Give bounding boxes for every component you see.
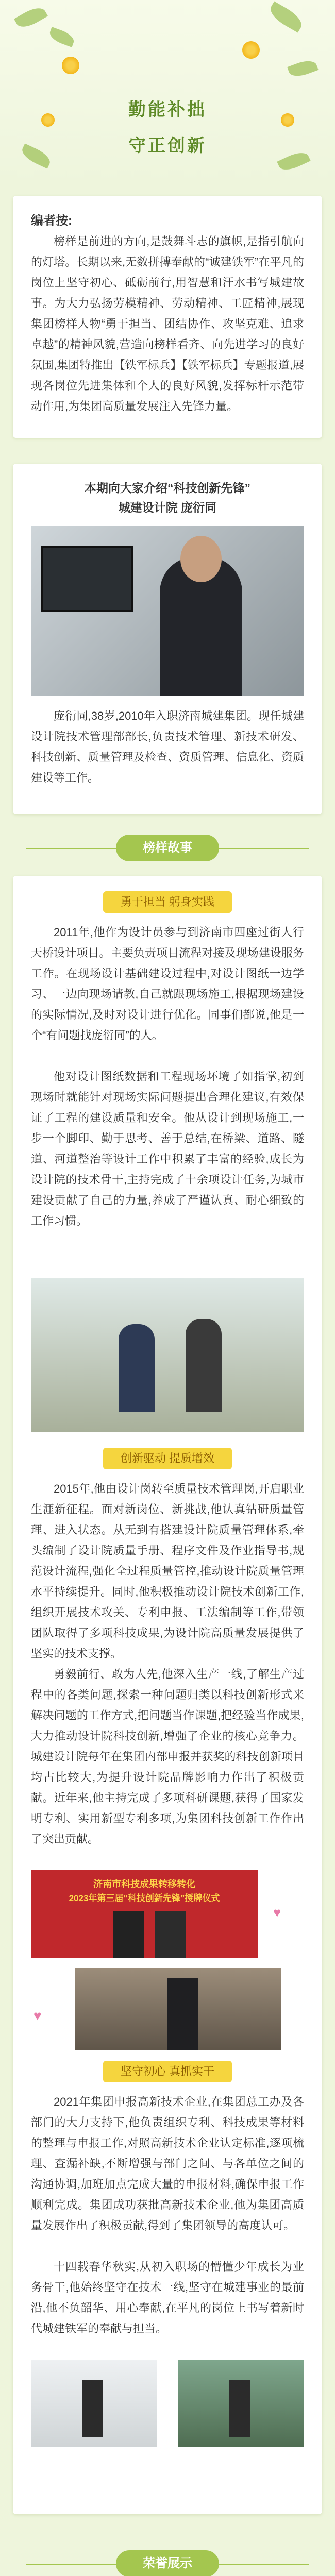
person-image bbox=[155, 1911, 186, 1958]
subsection-title-1: 勇于担当 躬身实践 bbox=[103, 891, 232, 913]
profile-heading-line1: 本期向大家介绍“科技创新先锋” bbox=[85, 481, 250, 495]
subsection-title-2: 创新驱动 提质增效 bbox=[103, 1448, 232, 1469]
subsection-3-para-1: 2021年集团申报高新技术企业,在集团总工办及各部门的大力支持下,他负责组织专利、科技成果等材料的整理与申报工作,对照高新技术企业认定标准,逐项梳理、查漏补缺,不断增强与部门之间、与各单位之间的沟通协调,加班加点完成大量的申报材料,确保申报工作顺利完成。集团成功获批高新技术企业,他为集团高质量发展作出了积极贡献,得到了集团领导的高度认可。 bbox=[31, 2095, 304, 2232]
field-work-photo bbox=[31, 1278, 304, 1432]
subsection-1-para-1: 2011年,他作为设计员参与到济南市四座过街人行天桥设计项目。主要负责项目流程对接及现场建设服务工作。在现场设计基础建设过程中,对设计图纸一边学习、一边向现场请教,自己就跟现场施工,根据现场建设的实际情况,及时对设计进行优化。同事们都说,他是一个“有问题找庞衍同”的人。 bbox=[31, 926, 304, 1042]
section-pill-honors: 荣誉展示 bbox=[116, 2550, 219, 2576]
flower-icon bbox=[62, 57, 79, 74]
banner-line2: 2023年第三届“科技创新先锋”授牌仪式 bbox=[69, 1893, 220, 1903]
heart-icon: ♥ bbox=[34, 2008, 42, 2023]
page-title-line1: 勤能补拙 bbox=[128, 100, 207, 120]
story-card bbox=[13, 876, 322, 2514]
outdoor-photo bbox=[178, 2360, 304, 2447]
subsection-2-para-1: 2015年,他由设计岗转至质量技术管理岗,开启职业生涯新征程。面对新岗位、新挑战,他认真钻研质量管理、进入状态。从无到有搭建设计院质量管理体系,牵头编制了设计院质量手册、程序文件及作业指导书,规范设计流程,强化全过程质量管控,推动设计院质量管理水平持续提升。同时,他积极推动设计院技术创新工作,组织开展技术攻关、专利申报、工法编制等工作,带领团队取得了多项科技成果,为设计院高质量发展提供了坚实的技术支撑。 bbox=[31, 1482, 304, 1660]
person-image bbox=[82, 2380, 103, 2437]
profile-card bbox=[13, 464, 322, 814]
leaf-decoration bbox=[287, 57, 319, 79]
snow-photo bbox=[31, 2360, 157, 2447]
portrait-photo bbox=[31, 526, 304, 696]
person-image bbox=[229, 2380, 250, 2437]
editor-note-text: 榜样是前进的方向,是鼓舞斗志的旗帜,是指引航向的灯塔。长期以来,无数拼搏奉献的“诚建铁军”在平凡的岗位上坚守初心、砥砺前行,用智慧和汗水书写城建故事。为大力弘扬劳模精神、劳动精神、工匠精神,展现集团榜样人物“勇于担当、团结协作、攻坚克难、追求卓越”的精神风貌,营造向榜样看齐、向先进学习的良好氛围,集团特推出【铁军标兵】【铁军标兵】专题报道,展现各岗位先进集体和个人的良好风貌,发挥标杆示范带动作用,为集团高质量发展注入先锋力量。 bbox=[31, 235, 304, 413]
header-banner bbox=[0, 0, 335, 185]
subsection-title-3: 坚守初心 真抓实干 bbox=[103, 2061, 232, 2082]
section-pill-story: 榜样故事 bbox=[116, 835, 219, 861]
editor-note-card bbox=[13, 196, 322, 438]
banner-line1: 济南市科技成果转移转化 bbox=[93, 1879, 195, 1889]
award-ceremony-photo bbox=[31, 1870, 258, 1958]
person-image bbox=[113, 1911, 144, 1958]
profile-heading-line2: 城建设计院 庞衍同 bbox=[118, 501, 217, 514]
editor-note-label: 编者按: bbox=[31, 214, 72, 228]
subsection-3-para-2: 十四载春华秋实,从初入职场的懵懂少年成长为业务骨干,他始终坚守在技术一线,坚守在城建事业的最前沿,他不负韶华、用心奉献,在平凡的岗位上书写着新时代城建铁军的奉献与担当。 bbox=[31, 2260, 304, 2335]
subsection-2-para-2: 勇毅前行、敢为人先,他深入生产一线,了解生产过程中的各类问题,探索一种问题归类以科技创新形式来解决问题的工作方式,把问题当作课题,把经验当作成果,大力推动设计院科技创新,增强了企业的核心竞争力。城建设计院每年在集团内部申报并获奖的科技创新项目均占比较大,为提升设计院品牌影响力作出了积极贡献。近年来,他主持完成了多项科研课题,获得了国家发明专利、实用新型专利多项,为集团科技创新工作作出了突出贡献。 bbox=[31, 1668, 304, 1845]
subsection-1-para-2: 他对设计图纸数据和工程现场坏境了如指掌,初到现场时就能针对现场实际问题提出合理化建议,有效保证了工程的建设质量和安全。他从设计到现场施工,一步一个脚印、勤于思考、善于总结,在桥梁、道路、隧道、河道整治等设计工作中积累了丰富的经验,成长为设计院的技术骨干,主持完成了十余项设计任务,为城市建设贡献了自己的力量,养成了严谨认真、耐心细致的工作习惯。 bbox=[31, 1070, 304, 1227]
heart-icon: ♥ bbox=[273, 1905, 281, 1920]
leaf-decoration bbox=[14, 4, 48, 31]
person-image bbox=[186, 1319, 222, 1412]
leaf-decoration bbox=[47, 27, 76, 47]
profile-intro: 庞衍同,38岁,2010年入职济南城建集团。现任城建设计院技术管理部部长,负责技术管理、新技术研发、科技创新、质量管理及检查、资质管理、信息化、资质建设等工作。 bbox=[31, 709, 304, 784]
flower-icon bbox=[242, 41, 260, 59]
person-image bbox=[119, 1324, 155, 1412]
profile-heading bbox=[13, 464, 322, 517]
person-face-image bbox=[180, 536, 222, 582]
person-image bbox=[167, 1978, 198, 2050]
page-title-line2: 守正创新 bbox=[128, 136, 207, 156]
leaf-decoration bbox=[266, 2, 306, 33]
monitor-image bbox=[41, 546, 133, 612]
award-photo bbox=[75, 1968, 281, 2050]
